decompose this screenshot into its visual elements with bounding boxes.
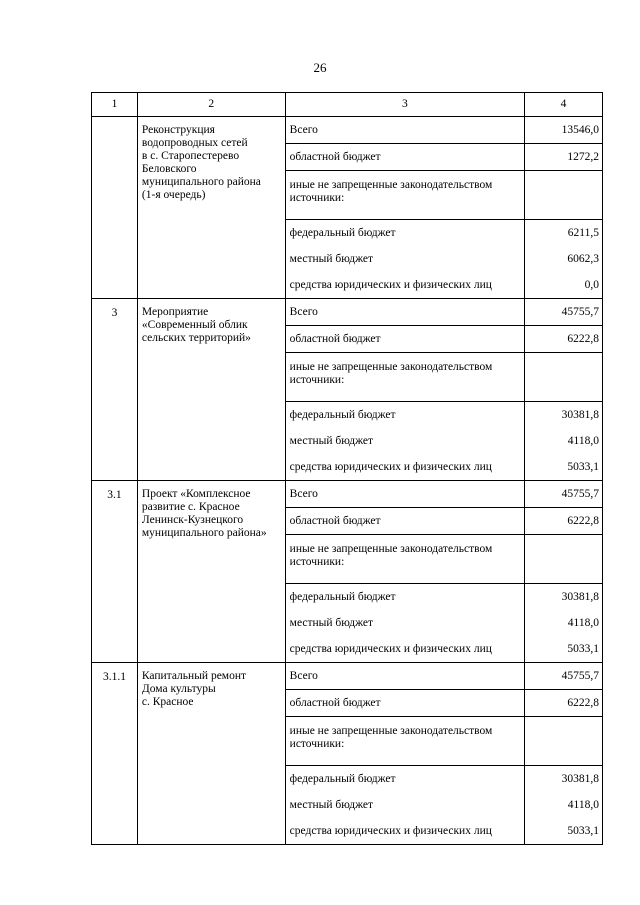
measure-number: 3.1 [92,481,138,663]
measure-name-line: Реконструкция [141,124,215,136]
table-row [92,481,603,508]
source-value: 5033,1 [525,818,603,845]
measure-name [137,117,285,299]
measure-name-line: «Современный облик [141,319,248,331]
measure-name-line: (1-я очередь) [141,189,206,201]
source-label-line: источники: [289,738,345,750]
source-value: 5033,1 [525,636,603,663]
source-label: средства юридических и физических лиц [285,636,524,663]
table-header-row [92,93,603,117]
source-value: 6062,3 [525,246,603,272]
source-label: местный бюджет [285,246,524,272]
measure-name-line: с. Красное [141,696,194,708]
source-value: 45755,7 [525,481,603,508]
source-value: 1272,2 [525,144,603,171]
measure-name-line: муниципального района [141,176,261,188]
source-label [285,353,524,402]
source-label [285,717,524,766]
header-col-2: 2 [137,93,285,117]
measure-name-line: Ленинск-Кузнецкого [141,514,244,526]
source-label-line: иные не запрещенные законодательством [289,179,493,191]
source-label-line: иные не запрещенные законодательством [289,725,493,737]
header-col-4: 4 [525,93,603,117]
source-label-line: иные не запрещенные законодательством [289,543,493,555]
source-value: 13546,0 [525,117,603,144]
table-body [92,117,603,845]
source-label: федеральный бюджет [285,402,524,429]
source-label: средства юридических и физических лиц [285,272,524,299]
source-label-line: источники: [289,556,345,568]
measure-name-line: в с. Старопестерево [141,150,240,162]
source-label: областной бюджет [285,690,524,717]
measure-name [137,663,285,845]
source-value: 30381,8 [525,584,603,611]
measure-number [92,117,138,299]
measure-number: 3 [92,299,138,481]
source-value [525,535,603,584]
table-row [92,117,603,144]
source-label: средства юридических и физических лиц [285,454,524,481]
source-label: федеральный бюджет [285,584,524,611]
measure-name-line: Дома культуры [141,683,216,695]
source-label: Всего [285,481,524,508]
source-label: областной бюджет [285,326,524,353]
source-label: Всего [285,117,524,144]
source-label: местный бюджет [285,610,524,636]
source-value: 4118,0 [525,428,603,454]
source-label: областной бюджет [285,508,524,535]
source-value: 5033,1 [525,454,603,481]
source-value: 45755,7 [525,663,603,690]
source-label [285,171,524,220]
source-value: 4118,0 [525,610,603,636]
source-label-line: источники: [289,192,345,204]
source-value: 6222,8 [525,508,603,535]
source-value [525,171,603,220]
measure-name-line: Беловского [141,163,197,175]
measure-name-line: Мероприятие [141,306,209,318]
measure-name [137,481,285,663]
source-value: 30381,8 [525,766,603,793]
source-label-line: источники: [289,374,345,386]
measure-name-line: водопроводных сетей [141,137,248,149]
measure-name-line: сельских территорий» [141,332,251,344]
source-label: областной бюджет [285,144,524,171]
source-value: 0,0 [525,272,603,299]
source-value: 30381,8 [525,402,603,429]
measure-name-line: муниципального района» [141,527,267,539]
measure-name-line: Капитальный ремонт [141,670,247,682]
source-value [525,717,603,766]
source-value [525,353,603,402]
header-col-1: 1 [92,93,138,117]
source-label: федеральный бюджет [285,220,524,247]
source-label: Всего [285,663,524,690]
funding-table [91,92,603,845]
source-label: местный бюджет [285,792,524,818]
table-row [92,299,603,326]
source-label: федеральный бюджет [285,766,524,793]
header-col-3: 3 [285,93,524,117]
source-label [285,535,524,584]
measure-name-line: Проект «Комплексное [141,488,251,500]
source-label: средства юридических и физических лиц [285,818,524,845]
page-number: 26 [313,60,327,75]
source-value: 6222,8 [525,326,603,353]
source-value: 4118,0 [525,792,603,818]
measure-number: 3.1.1 [92,663,138,845]
measure-name-line: развитие с. Красное [141,501,240,513]
table-row [92,663,603,690]
source-value: 6222,8 [525,690,603,717]
source-label-line: иные не запрещенные законодательством [289,361,493,373]
measure-name [137,299,285,481]
source-label: местный бюджет [285,428,524,454]
source-label: Всего [285,299,524,326]
source-value: 45755,7 [525,299,603,326]
source-value: 6211,5 [525,220,603,247]
